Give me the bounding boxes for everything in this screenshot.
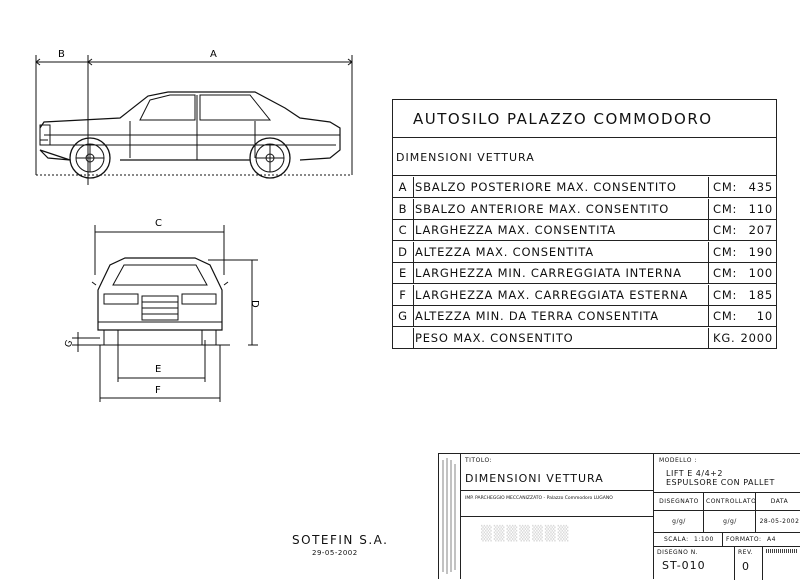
- spec-row: [393, 199, 776, 220]
- title-block-left: [461, 454, 654, 579]
- spec-letter: A: [393, 177, 414, 197]
- spec-letter: C: [393, 220, 414, 240]
- disegnato-label: DISEGNATO: [659, 498, 699, 505]
- disegnato-value: g/g/: [672, 518, 686, 525]
- spec-unit: CM:: [708, 285, 743, 305]
- spec-description: LARGHEZZA MIN. CARREGGIATA INTERNA: [415, 266, 682, 280]
- spec-description: SBALZO ANTERIORE MAX. CONSENTITO: [415, 201, 670, 216]
- specs-subtitle: DIMENSIONI VETTURA: [393, 138, 776, 176]
- disegno-label: DISEGNO N.: [657, 549, 699, 556]
- scala-label: SCALA:: [664, 536, 689, 543]
- dim-label-g: G: [63, 338, 76, 349]
- company-name: SOTEFIN S.A.: [292, 533, 389, 547]
- specs-title: AUTOSILO PALAZZO COMMODORO: [393, 100, 776, 138]
- spec-value: 190: [748, 244, 773, 259]
- spec-unit: CM:: [708, 220, 743, 240]
- spec-unit: CM:: [708, 263, 743, 283]
- spec-value: 435: [748, 180, 773, 194]
- spec-value: 10: [756, 309, 773, 323]
- dim-label-e: E: [155, 364, 162, 375]
- rev-value: 0: [742, 560, 749, 573]
- spec-unit: KG.: [708, 328, 743, 349]
- spec-row: [393, 306, 776, 327]
- spec-row: [393, 242, 776, 263]
- dim-label-d: D: [249, 300, 260, 308]
- spec-value: 100: [748, 266, 773, 280]
- titolo-label: TITOLO:: [465, 457, 493, 464]
- spec-value: 2000: [740, 330, 773, 345]
- controllato-value: g/g/: [723, 518, 737, 525]
- spec-letter: B: [393, 199, 414, 219]
- spec-value: 110: [748, 201, 773, 216]
- rev-label: REV.: [738, 549, 754, 556]
- title-block: [438, 453, 800, 579]
- specs-table: [392, 99, 777, 349]
- formato-value: A4: [767, 536, 776, 543]
- spec-value: 207: [748, 223, 773, 237]
- spec-letter: D: [393, 242, 414, 262]
- ghost-watermark: ▒▒▒▒▒▒▒: [481, 526, 571, 542]
- spec-unit: CM:: [708, 242, 743, 262]
- dim-label-a: A: [210, 49, 217, 60]
- spec-letter: E: [393, 263, 414, 283]
- formato-label: FORMATO:: [726, 536, 762, 543]
- modello-line2: ESPULSORE CON PALLET: [666, 478, 775, 487]
- spec-unit: CM:: [708, 177, 743, 197]
- spec-description: ALTEZZA MIN. DA TERRA CONSENTITA: [415, 309, 659, 323]
- spec-row: [393, 285, 776, 306]
- data-label: DATA: [770, 498, 789, 505]
- spec-row: [393, 220, 776, 241]
- data-value: 28-05-2002: [759, 518, 800, 525]
- spec-letter: F: [393, 285, 414, 305]
- scala-value: 1:100: [694, 536, 714, 543]
- dim-label-c: C: [155, 218, 162, 229]
- disegno-value: ST-010: [662, 559, 706, 572]
- logo-mark: [766, 549, 798, 553]
- spec-description: SBALZO POSTERIORE MAX. CONSENTITO: [415, 180, 677, 194]
- project-name: IMP. PARCHEGGIO MECCANIZZATO - Palazzo Commodoro LUGANO: [465, 496, 613, 501]
- dim-label-f: F: [155, 385, 161, 396]
- company-date: 29-05-2002: [312, 549, 358, 557]
- titolo-value: DIMENSIONI VETTURA: [465, 472, 604, 485]
- controllato-label: CONTROLLATO: [706, 498, 757, 505]
- spec-row: [393, 328, 776, 349]
- spec-row: [393, 263, 776, 284]
- spec-unit: CM:: [708, 199, 743, 219]
- title-block-right: [654, 454, 800, 579]
- modello-line1: LIFT E 4/4+2: [666, 469, 723, 478]
- spec-description: LARGHEZZA MAX. CONSENTITA: [415, 223, 616, 237]
- modello-label: MODELLO :: [659, 457, 697, 464]
- spec-description: ALTEZZA MAX. CONSENTITA: [415, 244, 594, 259]
- spec-description: LARGHEZZA MAX. CARREGGIATA ESTERNA: [415, 287, 689, 302]
- spec-letter: [393, 328, 414, 349]
- spec-description: PESO MAX. CONSENTITO: [415, 330, 574, 345]
- legal-notice-mark: [439, 454, 459, 578]
- title-block-sidebar: [439, 454, 461, 579]
- spec-letter: G: [393, 306, 414, 326]
- dim-label-b: B: [58, 49, 65, 60]
- spec-value: 185: [748, 287, 773, 302]
- spec-row: [393, 177, 776, 198]
- spec-unit: CM:: [708, 306, 743, 326]
